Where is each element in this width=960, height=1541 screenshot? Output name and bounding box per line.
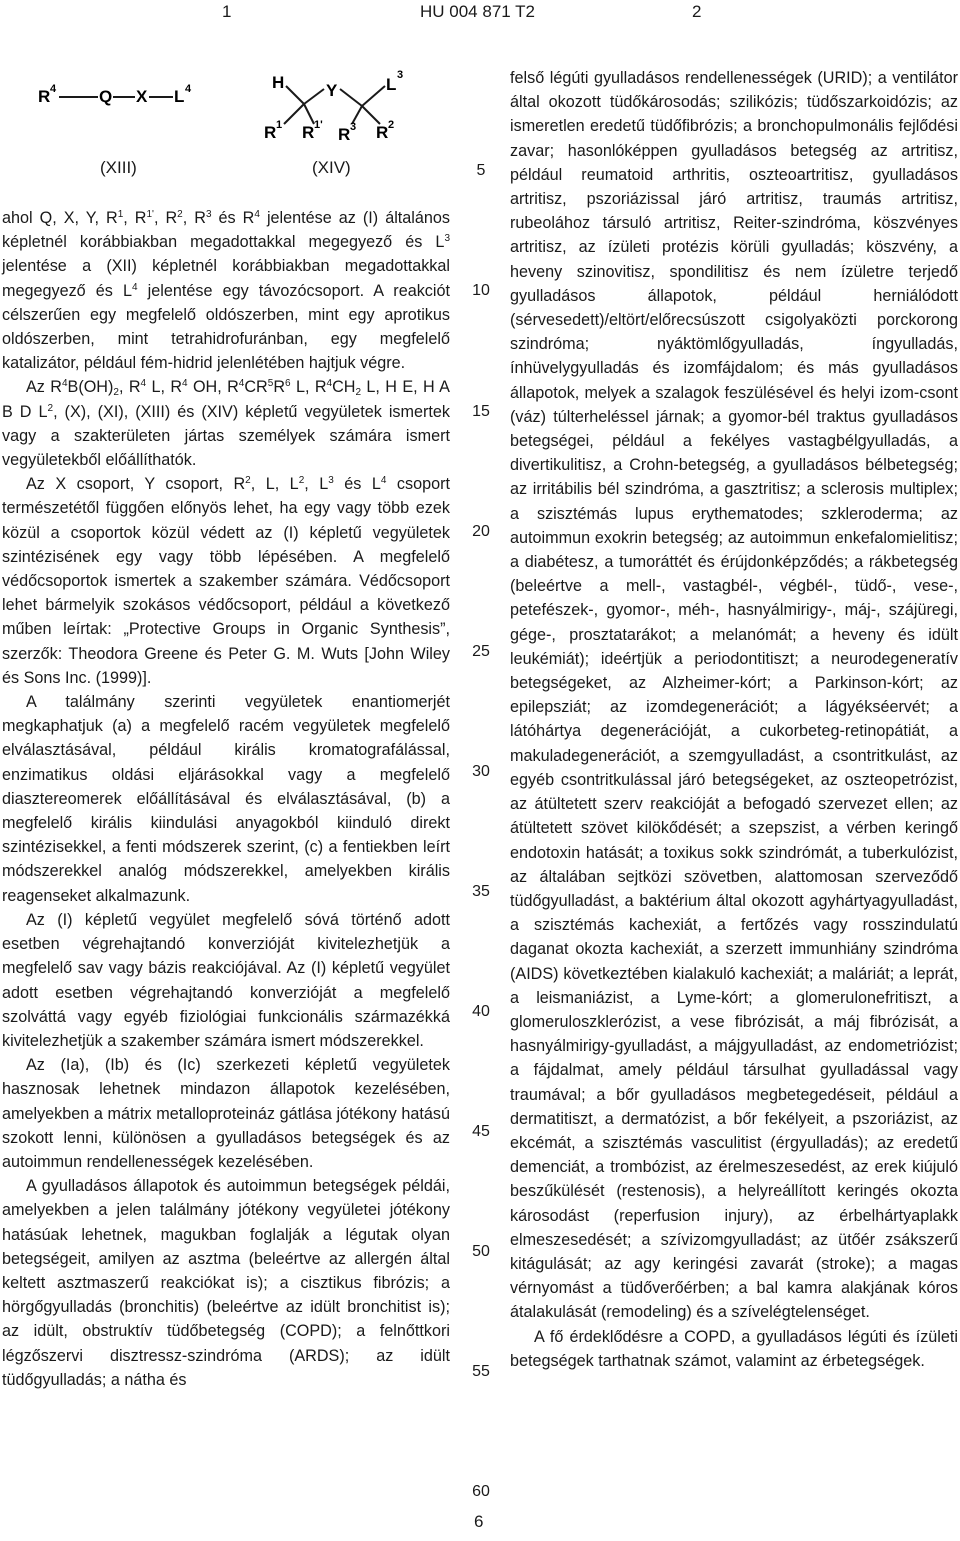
atom-q: Q xyxy=(99,87,113,106)
line-number: 5 xyxy=(476,162,486,179)
formula-xiii xyxy=(38,70,238,110)
atom-x: X xyxy=(136,87,148,106)
superscript: 4 xyxy=(50,83,57,95)
line-number: 55 xyxy=(472,1363,490,1380)
atom-y: Y xyxy=(326,81,338,100)
atom-l: L xyxy=(386,75,397,94)
paragraph: A gyulladásos állapotok és autoimmun betegségek példái, amelyekben a jelen találmány jótékony vegyületei jótékony hatásúak lehetnek, magukban foglalják a légutak olyan betegségeit, amilyen az asztma (beleértve az allergén által keltett asztmaszerű reakciókat is); a cisztikus fibrózis; a hörgőgyulladás (bronchitis) (beleértve az idült bronchitist is); az idült, obstruktív tüdőbetegség (COPD); a felnőttkori légzőszervi disztressz-szindróma (ARDS); az idült tüdőgyulladás; a nátha és xyxy=(2,1177,450,1389)
atom-l: L xyxy=(174,87,185,106)
line-number: 20 xyxy=(472,523,490,540)
bond xyxy=(362,106,380,124)
paragraph: A találmány szerinti vegyületek enantiomerjét megkaphatjuk (a) a megfelelő racém vegyületek megfelelő elválasztásával, például királis kromatografálással, enzimatikus oldási eljárásokkal vagy a megfelelő diasztereomerek előállításával és elválasztásával, (b) a megfelelő királis kiindulási anyagokból kiinduló direkt szintézisekkel, a fenti módszerek szerint, (c) a fentiekben leírt módszerekkel analóg módszerekkel, amelyekben királis reagenseket alkalmazunk. xyxy=(2,693,450,905)
paragraph: felső légúti gyulladásos rendellenességek (URID); a ventilátor által okozott tüdőkárosodás; szilikózis; tüdőszarkoidózis; az ismeretlen eredetű tüdőfibrózis; a bronchopulmonális fejlődési zavar; hasonlóképpen gyulladásos betegség az artritisz, például reumatoid arthritis, oszteoartritisz, gyulladásos artritisz, pszoriázissal járó artritisz, traumás artritisz, rubeolához társuló artritisz, Reiter-szindróma, köszvényes artritisz, az ízületi protézis körüli gyulladás; köszvény, a heveny szinovitisz, spondilitisz és nem ízületre terjedő gyulladásos állapotok, például herniálódott (sérvesedett)/eltört/előrecsúszott csigolyaközti porckorong szindróma; nyáktömlőgyulladás, íngyulladás, ínhüvelygyulladás és izomfájdalom; és más gyulladásos állapotok, melyek a szalagok feszülésével és helyi izom-csont (váz) túlterheléssel járnak; a gyomor-bél traktus gyulladásos betegségei, például a fekélyes vastagbélgyulladás, a divertikulitisz, a Crohn-betegség, a gyulladásos bélbetegség; az irritábilis bél szindróma, a gasztritisz; a sclerosis multiplex; a szisztémás lupus erythematodes; szkleroderma; az autoimmun exokrin betegség; az autoimmun enkefalomielitisz; a diabétesz, a tumoráttét és érújdonképződés; a rákbetegség (beleértve a mell-, vastagbél-, végbél-, tüdő-, vese-, petefészek-, gyomor-, méh-, hasnyálmirigy-, máj-, szájüregi, gége-, prosztatarákot; a melanómát; a heveny és idült leukémiát); ideértjük a periodontitiszt; a neurodegeneratív betegségeket, az Alzheimer-kórt; a Parkinson-kórt; az epilepsziát; az izomdegenerációt; a lágyékséervét; a látóhártya degenerációját, a cukorbeteg-retinopátiát, a makuladegenerációt, a szemgyulladást, a csontritkulást, az egyéb csontritkulással járó betegségeket, az oszteopetrózist, az átültetett szerv reakcióját a befogadó szervezet ellen; az átültetett szövet kilökődését; a szepszist, a vérben keringő endotoxin hatását; a toxikus sokk szindrómát, a tuberkulózist, az általában sejtközi szövetben, alattomosan szerveződő tüdőgyulladást, a baktérium által okozott agyhártyagyulladást, a szisztémás kachexiát, a fertőzés vagy rosszindulatú daganat okozta kachexiát, a szerzett immunhiány szindróma (AIDS) következtében kialakuló kachexiát; a maláriát; a leprát, a leismaniázist, a Lyme-kórt; a glomerulonefritiszt, a glomeruloszklerózist, a vese fibrózisát, a máj fibrózisát, a hasnyálmirigy-gyulladást, a májgyulladást, az endometriózist; a fájdalmat, amely például társulhat gyulladással vagy traumával; a bőr gyulladásos megbetegedéseit, például a dermatitiszt, a dermatózist, a bőr fekélyeit, a pszoriázist, az ekcémát, a szisztémás vasculitist (érgyulladás); az eredetű demenciát, a trombózist, az érelmeszesedést, az erek kiújuló beszűkülését (restenosis), a helyreállított keringés okozta károsodást (reperfusion injury), az érbelhártyaplakk elmeszesedését; a szívizomgyulladást; az ütőér zsákszerű kitágulását; az agy keringési zavarát (stroke); a magas vérnyomást a tüdőverőérben; a bal kamra alakjának kóros átalakulását (remodeling) és a szívelégtelenséget. xyxy=(510,69,958,1322)
paragraph: Az (I) képletű vegyület megfelelő sóvá történő adott esetben végrehajtandó konverzióját kivitelezhetjük a megfelelő sav vagy bázis reakciójával. Az (I) képletű vegyület adott esetben végrehajtandó konverzióját a megfelelő szolváttá vagy egyéb fiziológiai funkcionális származékká kivitelezhetjük a szakember számára ismert módszerekkel. xyxy=(2,910,450,1050)
line-number: 40 xyxy=(472,1003,490,1020)
left-column xyxy=(2,206,450,1392)
superscript: 4 xyxy=(185,83,192,95)
bond xyxy=(284,104,304,124)
formula-label-xiii: (XIII) xyxy=(100,158,137,177)
paragraph: ahol Q, X, Y, $R^1$, $R^{1'}$, $R^2$, $R^3$ és $R^4$ jelentése az (I) általános képletnél korábbiakban megadottakkal megegyező és $L^3$ jelentése a (XII) képletnél korábbiakban megadottakkal megegyező és $L^4$ jelentése egy távozócsoport. A reakciót célszerűen egy megfelelő oldószerben, mint egy aprotikus oldószerben, mint tetrahidrofuránban, egy megfelelő katalizátor, például fém-hidrid jelenlétében hajtjuk végre. xyxy=(2,209,450,373)
atom-h: H xyxy=(272,73,285,92)
bond xyxy=(286,86,304,104)
line-number: 35 xyxy=(472,883,490,900)
atom-r: R xyxy=(338,125,351,144)
bond xyxy=(304,89,324,104)
superscript: 1 xyxy=(276,119,283,131)
atom-r: R xyxy=(264,123,277,142)
bond xyxy=(340,89,362,106)
paragraph: A fő érdeklődésre a COPD, a gyulladásos légúti és ízületi betegségek tarthatnak számot, valamint az érbetegségek. xyxy=(510,1327,958,1370)
page-number-right: 2 xyxy=(692,2,702,21)
line-number: 25 xyxy=(472,643,490,660)
line-number: 15 xyxy=(472,403,490,420)
document-id: HU 004 871 T2 xyxy=(420,2,535,21)
line-number: 45 xyxy=(472,1123,490,1140)
line-number: 30 xyxy=(472,763,490,780)
superscript: 3 xyxy=(397,69,404,81)
bond xyxy=(362,86,385,106)
atom-r: R xyxy=(376,123,389,142)
atom-r: R xyxy=(38,87,51,106)
paragraph: Az (Ia), (Ib) és (Ic) szerkezeti képletű vegyületek hasznosak lehetnek mindazon állapotok kezelésében, amelyekben a mátrix metalloproteináz gátlása jótékony hatású szokott lenni, különösen a gyulladásos betegségek és az autoimmun rendellenességek kezelésében. xyxy=(2,1056,450,1171)
right-column xyxy=(510,66,958,1373)
formula-label-xiv: (XIV) xyxy=(312,158,351,177)
paragraph: Az X csoport, Y csoport, $R^2$, L, $L^2$, $L^3$ és $L^4$ csoport természetétől függően előnyös lehet, ha egy vagy több ezek közül a csoportok közül védett az (I) képletű vegyületek szintézisének egy vagy több lépésében. A megfelelő védőcsoportok ismertek a szakember számára. Védőcsoport lehet bármelyik szokásos védőcsoport, például a következő műben leírtak: „Protective Groups in Organic Synthesis”, szerzők: Theodora Greene és Peter G. M. Wuts [John Wiley és Sons Inc. (1999)]. xyxy=(2,475,450,687)
page-number-footer: 6 xyxy=(474,1512,484,1531)
paragraph: Az $R^4B(OH)_2$, $R^4$ L, $R^4$ OH, $R^4CR^5R^6$ L, $R^4CH_2$ L, H E, H A B D $L^2$, (X), (XI), (XIII) és (XIV) képletű vegyületek ismertek vagy a szakterületen jártas személyek számára ismert vegyületekből előállíthatók. xyxy=(2,378,450,470)
bond xyxy=(304,104,314,124)
superscript: 3 xyxy=(350,121,357,133)
page-number-left: 1 xyxy=(222,2,232,21)
line-number: 50 xyxy=(472,1243,490,1260)
superscript: 1' xyxy=(314,119,323,131)
line-number: 10 xyxy=(472,282,490,299)
atom-r: R xyxy=(302,123,315,142)
line-number: 60 xyxy=(472,1483,490,1500)
superscript: 2 xyxy=(388,119,395,131)
formula-xiv xyxy=(262,64,422,144)
